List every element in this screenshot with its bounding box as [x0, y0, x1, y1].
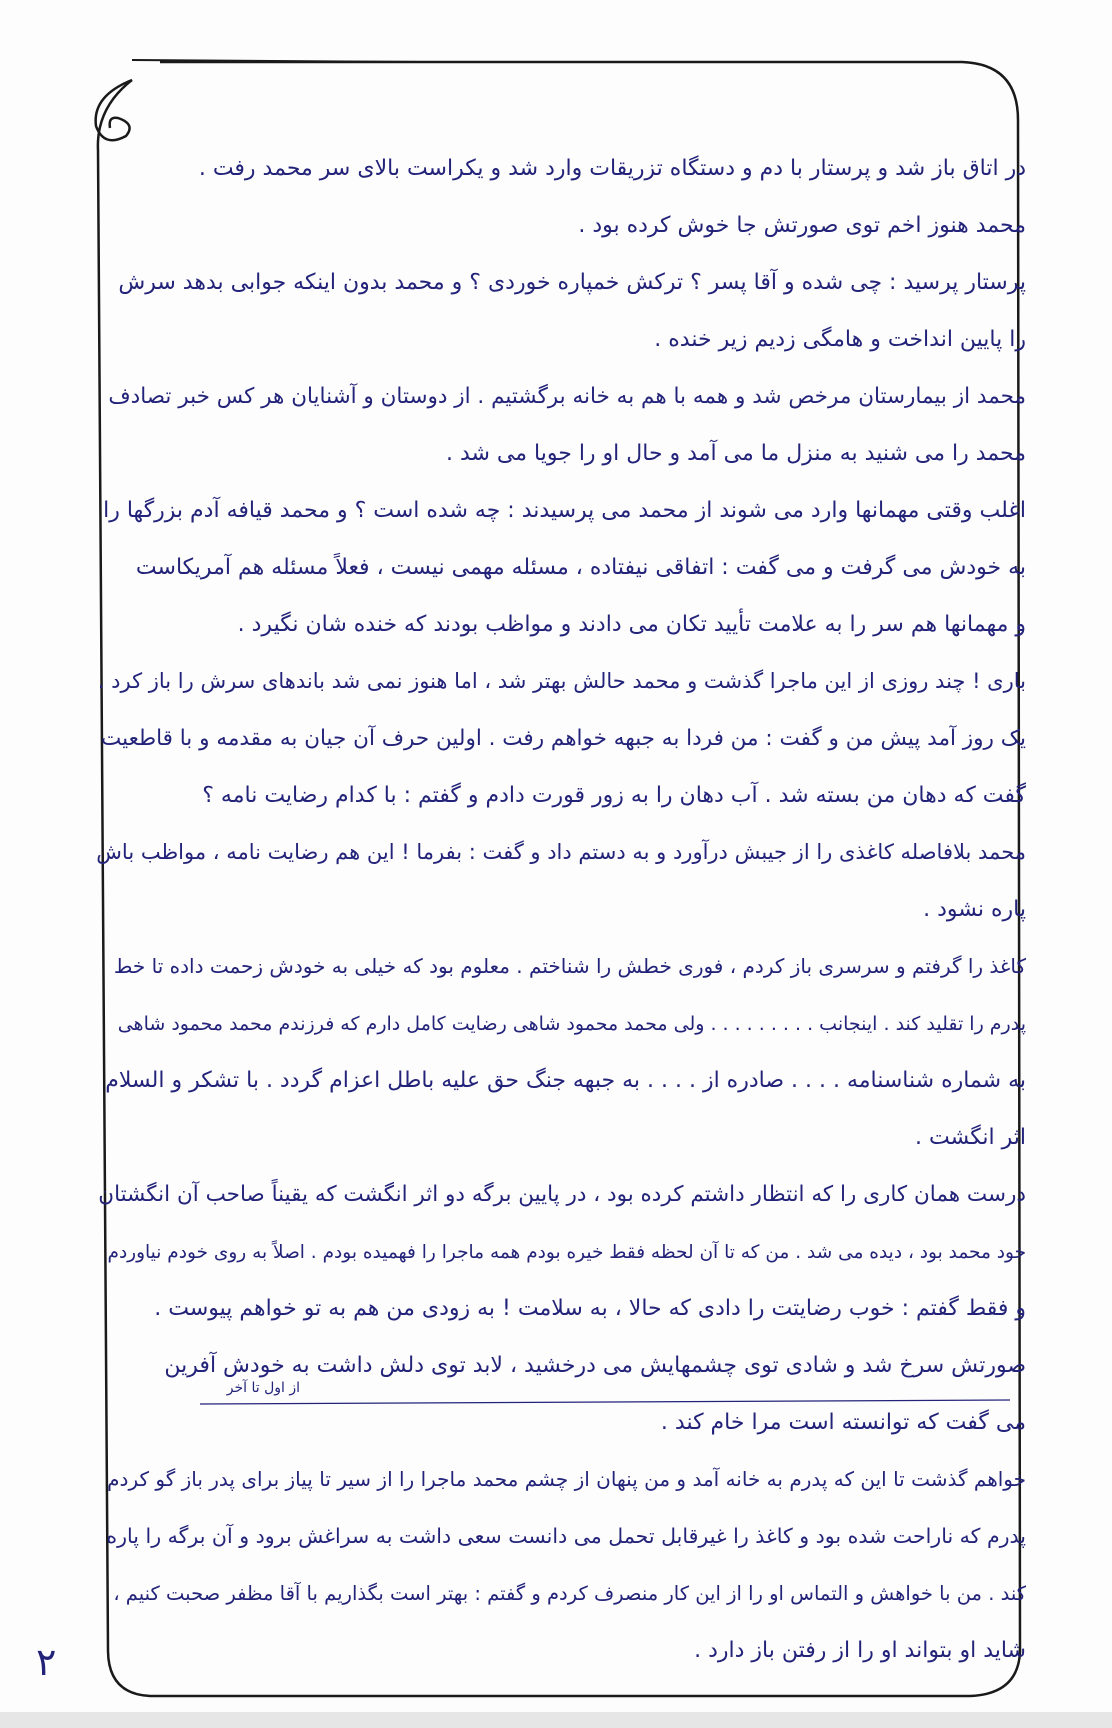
text-line-content: کند . من با خواهش و التماس او را از این کار منصرف کردم و گفتم : بهتر است بگذاریم با آقا مظفر صحبت کنیم ،	[113, 1582, 1026, 1605]
text-line	[96, 197, 1026, 254]
text-line-content: گفت که دهان من بسته شد . آب دهان را به زور قورت دادم و گفتم : با کدام رضایت نامه ؟	[202, 783, 1026, 808]
text-line	[96, 539, 1026, 596]
text-line-content: به خودش می گرفت و می گفت : اتفاقی نیفتاده ، مسئله مهمی نیست ، فعلاً مسئله هم آمریکاست	[135, 555, 1026, 580]
text-line	[96, 1622, 1026, 1679]
text-line-content: محمد بلافاصله کاغذی را از جیبش درآورد و به دستم داد و گفت : بفرما ! این هم رضایت نامه ، مواظب باش	[96, 840, 1026, 864]
text-line	[96, 596, 1026, 653]
text-line-content: اغلب وقتی مهمانها وارد می شوند از محمد می پرسیدند : چه شده است ؟ و محمد قیافه آدم بزرگها را	[103, 498, 1026, 523]
text-line-content: و فقط گفتم : خوب رضایتت را دادی که حالا ، به سلامت ! به زودی من هم به تو خواهم پیوست .	[154, 1296, 1026, 1321]
text-line	[96, 1223, 1026, 1280]
text-line	[96, 1451, 1026, 1508]
text-line-content: پرستار پرسید : چی شده و آقا پسر ؟ ترکش خمپاره خوردی ؟ و محمد بدون اینکه جوابی بدهد سرش	[118, 270, 1026, 295]
text-line	[96, 482, 1026, 539]
text-line	[96, 767, 1026, 824]
text-line	[96, 1565, 1026, 1622]
text-line	[96, 368, 1026, 425]
text-line	[96, 311, 1026, 368]
text-line-content: می گفت که توانسته است مرا خام کند .	[660, 1410, 1026, 1435]
text-line-content: درست همان کاری را که انتظار داشتم کرده بود ، در پایین برگه دو اثر انگشت که یقیناً صاحب آن انگشتان	[98, 1182, 1026, 1207]
text-line	[96, 653, 1026, 710]
scan-bottom-strip	[0, 1712, 1112, 1728]
text-line-content: خواهم گذشت تا این که پدرم به خانه آمد و من پنهان از چشم محمد ماجرا را از سیر تا پیاز برای پدر باز گو کردم	[107, 1467, 1026, 1491]
handwritten-text-block	[96, 140, 1026, 1679]
text-line	[96, 140, 1026, 197]
text-line-content: باری ! چند روزی از این ماجرا گذشت و محمد حالش بهتر شد ، اما هنوز نمی شد باندهای سرش را باز کرد .	[97, 669, 1026, 693]
text-line	[96, 1166, 1026, 1223]
corner-ornament-icon	[96, 80, 132, 140]
text-line-content: محمد هنوز اخم توی صورتش جا خوش کرده بود .	[578, 213, 1026, 238]
text-line-content: محمد را می شنید به منزل ما می آمد و حال او را جویا می شد .	[445, 441, 1026, 466]
text-line	[96, 995, 1026, 1052]
text-line	[96, 1508, 1026, 1565]
text-line	[96, 1280, 1026, 1337]
text-line	[96, 425, 1026, 482]
text-line	[96, 710, 1026, 767]
text-line-content: پدرم که ناراحت شده بود و کاغذ را غیرقابل تحمل می دانست سعی داشت به سراغش برود و آن برگه را پاره	[106, 1524, 1026, 1548]
text-line	[96, 1394, 1026, 1451]
text-line-content: شاید او بتواند او را از رفتن باز دارد .	[694, 1638, 1026, 1663]
text-line-content: به شماره شناسنامه . . . . صادره از . . . . به جبهه جنگ حق علیه باطل اعزام گردد . با تشکر و السلام	[105, 1068, 1026, 1093]
text-line	[96, 938, 1026, 995]
text-line-content: پدرم را تقلید کند . اینجانب . . . . . . . . . ولی محمد محمود شاهی رضایت کامل دارم که فرزندم محمد محمود شاهی	[117, 1013, 1026, 1035]
text-line-content: در اتاق باز شد و پرستار با دم و دستگاه تزریقات وارد شد و یکراست بالای سر محمد رفت .	[198, 156, 1026, 181]
text-line-content: صورتش سرخ شد و شادی توی چشمهایش می درخشید ، لابد توی دلش داشت به خودش آفرین	[164, 1353, 1026, 1378]
text-line	[96, 824, 1026, 881]
text-line-content: خود محمد بود ، دیده می شد . من که تا آن لحظه فقط خیره بودم همه ماجرا را فهمیده بودم . اصلاً به روی خودم نیاوردم	[107, 1242, 1026, 1263]
text-line	[96, 881, 1026, 938]
text-line-content: را پایین انداخت و هامگی زدیم زیر خنده .	[654, 327, 1026, 352]
text-line-content: پاره نشود .	[923, 897, 1026, 922]
margin-note: از اول تا آخر	[226, 1380, 300, 1396]
text-line-content: اثر انگشت .	[915, 1125, 1026, 1150]
text-line-content: محمد از بیمارستان مرخص شد و همه با هم به خانه برگشتیم . از دوستان و آشنایان هر کس خبر تصادف	[108, 384, 1026, 409]
text-line-content: کاغذ را گرفتم و سرسری باز کردم ، فوری خطش را شناختم . معلوم بود که خیلی به خودش زحمت داده تا خط	[113, 954, 1026, 978]
text-line	[96, 1337, 1026, 1394]
text-line	[96, 254, 1026, 311]
text-line-content: و مهمانها هم سر را به علامت تأیید تکان می دادند و مواظب بودند که خنده شان نگیرد .	[237, 612, 1026, 637]
text-line	[96, 1052, 1026, 1109]
page-number: ۲	[36, 1640, 57, 1684]
text-line	[96, 1109, 1026, 1166]
text-line-content: یک روز آمد پیش من و گفت : من فردا به جبهه خواهم رفت . اولین حرف آن جیان به مقدمه و با قاطعیت	[100, 726, 1026, 751]
